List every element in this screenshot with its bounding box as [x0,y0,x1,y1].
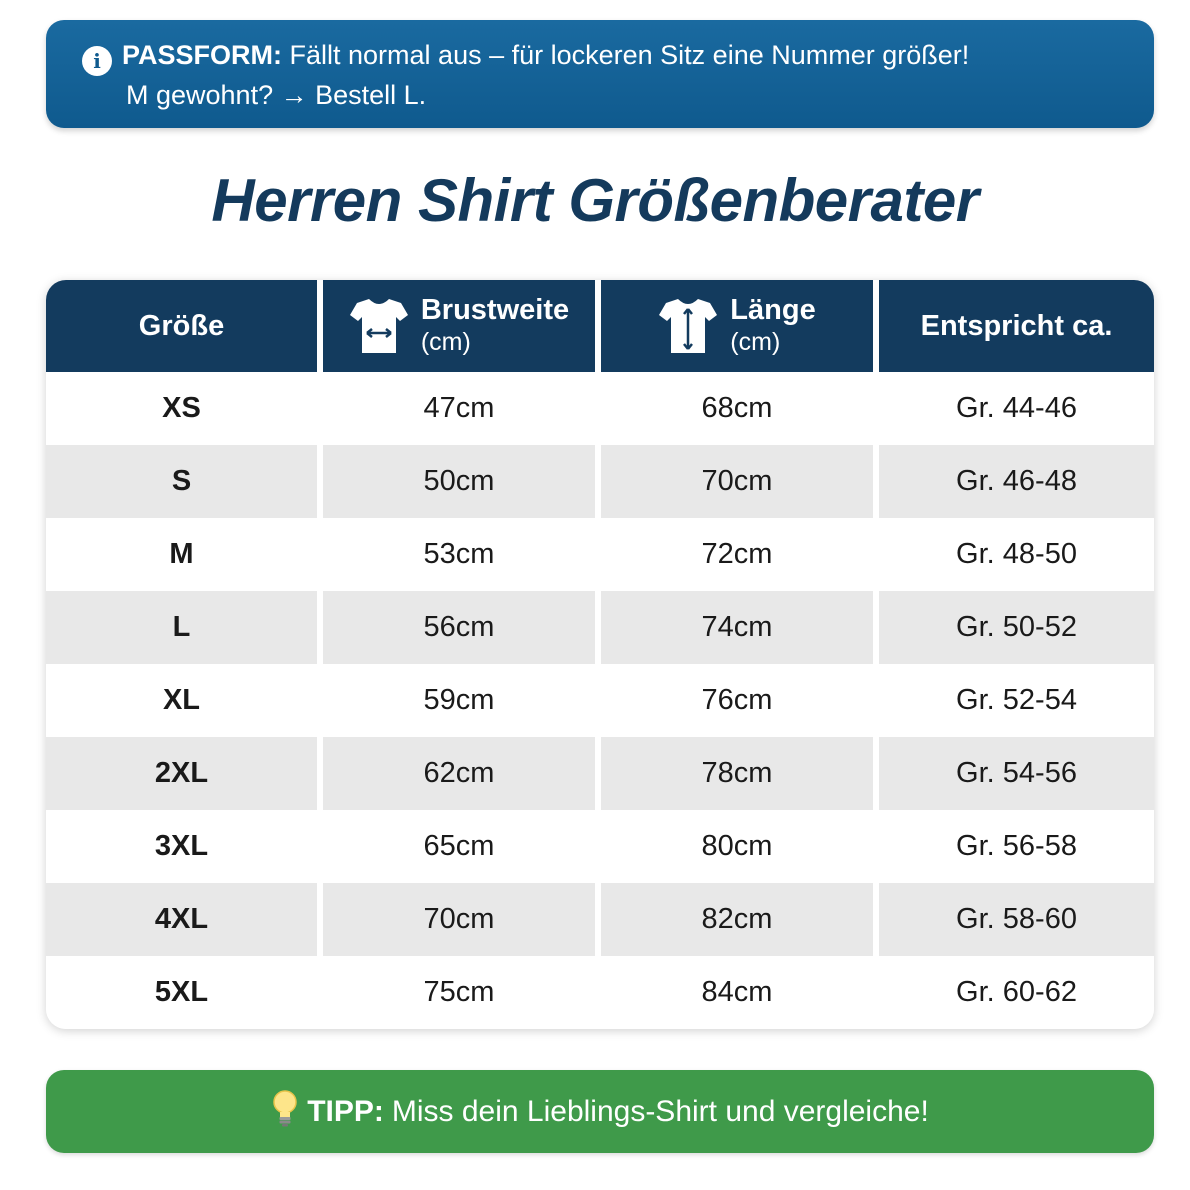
cell-equiv: Gr. 50-52 [879,591,1154,664]
table-header [46,280,1154,372]
lightbulb-icon [271,1089,299,1135]
info-icon: i [82,46,112,76]
cell-size: XS [46,372,323,445]
cell-chest: 56cm [323,591,601,664]
cell-chest: 70cm [323,883,601,956]
cell-length: 78cm [601,737,879,810]
cell-chest: 53cm [323,518,601,591]
header-length [601,280,879,372]
table-row [46,810,1154,883]
cell-equiv: Gr. 54-56 [879,737,1154,810]
header-chest [323,280,601,372]
cell-chest: 62cm [323,737,601,810]
cell-size: 5XL [46,956,323,1029]
cell-length: 68cm [601,372,879,445]
cell-size: 4XL [46,883,323,956]
cell-length: 70cm [601,445,879,518]
table-row [46,664,1154,737]
size-table [46,280,1154,1029]
cell-size: L [46,591,323,664]
page-title: Herren Shirt Größenberater [211,167,979,234]
cell-equiv: Gr. 58-60 [879,883,1154,956]
table-row [46,591,1154,664]
table-row [46,883,1154,956]
banner-label: PASSFORM: [122,40,282,70]
header-equiv-label: Entspricht ca. [920,309,1113,342]
cell-length: 72cm [601,518,879,591]
table-row [46,737,1154,810]
table-row [46,518,1154,591]
table-row [46,372,1154,445]
cell-equiv: Gr. 48-50 [879,518,1154,591]
header-chest-unit: (cm) [420,328,471,356]
tip-text: Miss dein Lieblings-Shirt und vergleiche! [391,1094,929,1128]
banner-text-1: Fällt normal aus – für lockeren Sitz eine Nummer größer! [289,40,970,70]
table-row [46,445,1154,518]
header-equiv [879,280,1154,372]
cell-length: 82cm [601,883,879,956]
cell-equiv: Gr. 46-48 [879,445,1154,518]
cell-size: S [46,445,323,518]
cell-equiv: Gr. 56-58 [879,810,1154,883]
cell-equiv: Gr. 60-62 [879,956,1154,1029]
cell-chest: 59cm [323,664,601,737]
cell-chest: 65cm [323,810,601,883]
tip-label: TIPP: [307,1094,384,1128]
cell-equiv: Gr. 52-54 [879,664,1154,737]
header-length-unit: (cm) [730,328,781,356]
cell-size: 3XL [46,810,323,883]
cell-chest: 50cm [323,445,601,518]
header-size [46,280,323,372]
cell-chest: 75cm [323,956,601,1029]
shirt-length-icon [658,295,718,357]
banner-text-2: M gewohnt? → Bestell L. [126,80,427,110]
cell-chest: 47cm [323,372,601,445]
header-chest-label: Brustweite [420,294,570,326]
cell-equiv: Gr. 44-46 [879,372,1154,445]
shirt-chest-icon [349,295,409,357]
header-size-label: Größe [138,309,225,342]
tip-banner [46,1070,1154,1153]
cell-size: XL [46,664,323,737]
cell-length: 80cm [601,810,879,883]
cell-size: M [46,518,323,591]
cell-size: 2XL [46,737,323,810]
cell-length: 76cm [601,664,879,737]
cell-length: 74cm [601,591,879,664]
table-row [46,956,1154,1029]
fit-info-banner [46,20,1154,128]
cell-length: 84cm [601,956,879,1029]
header-length-label: Länge [730,294,816,326]
